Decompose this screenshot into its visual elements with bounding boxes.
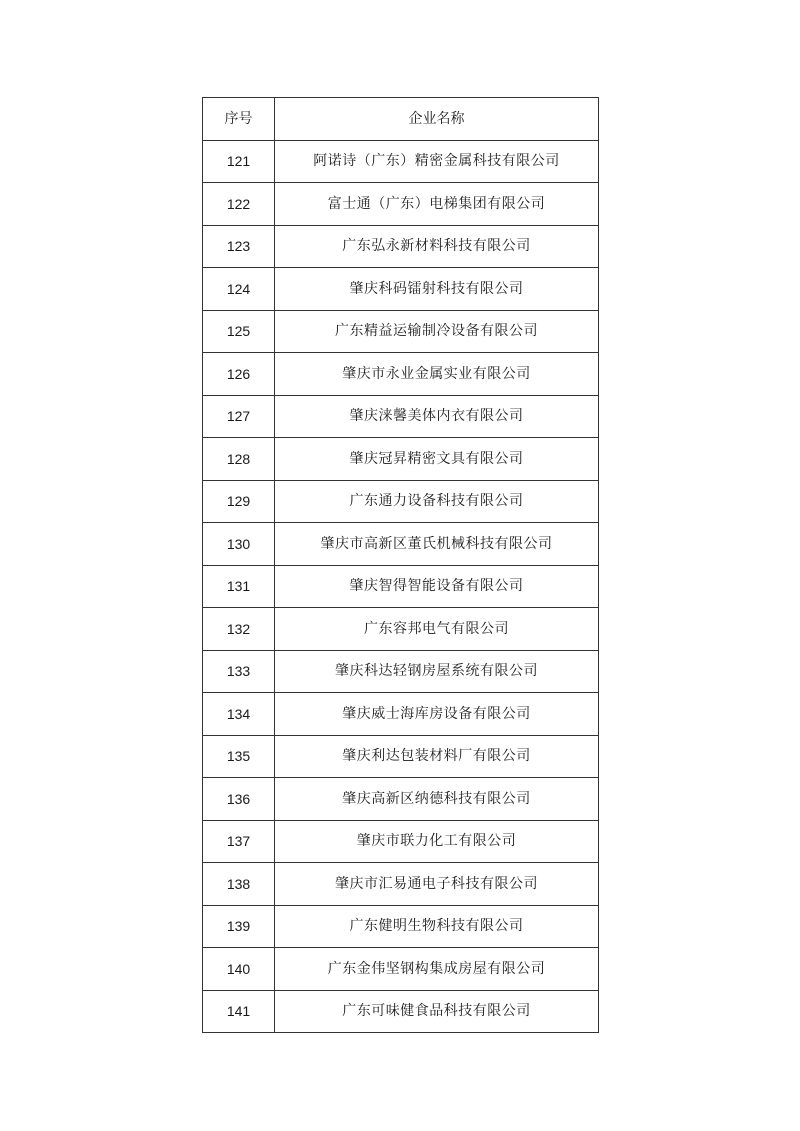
table-row <box>203 948 599 991</box>
row-company-name: 广东容邦电气有限公司 <box>275 608 599 651</box>
row-company-name: 肇庆市汇易通电子科技有限公司 <box>275 863 599 906</box>
row-seq: 129 <box>203 480 275 523</box>
row-company-name: 肇庆科码镭射科技有限公司 <box>275 268 599 311</box>
header-row <box>203 98 599 141</box>
header-company-name: 企业名称 <box>275 98 599 141</box>
row-seq: 140 <box>203 948 275 991</box>
row-company-name: 肇庆高新区纳德科技有限公司 <box>275 778 599 821</box>
row-company-name: 阿诺诗（广东）精密金属科技有限公司 <box>275 140 599 183</box>
table-row <box>203 438 599 481</box>
row-seq: 128 <box>203 438 275 481</box>
table-row <box>203 140 599 183</box>
row-company-name: 广东金伟坚钢构集成房屋有限公司 <box>275 948 599 991</box>
table-row <box>203 310 599 353</box>
row-seq: 125 <box>203 310 275 353</box>
row-company-name: 肇庆利达包装材料厂有限公司 <box>275 735 599 778</box>
row-seq: 141 <box>203 990 275 1033</box>
row-company-name: 肇庆科达轻钢房屋系统有限公司 <box>275 650 599 693</box>
table-row <box>203 565 599 608</box>
row-seq: 138 <box>203 863 275 906</box>
row-seq: 121 <box>203 140 275 183</box>
row-seq: 127 <box>203 395 275 438</box>
row-seq: 136 <box>203 778 275 821</box>
row-company-name: 广东精益运输制冷设备有限公司 <box>275 310 599 353</box>
table-row <box>203 225 599 268</box>
header-seq: 序号 <box>203 98 275 141</box>
row-seq: 139 <box>203 905 275 948</box>
row-seq: 137 <box>203 820 275 863</box>
table-header <box>203 98 599 141</box>
row-company-name: 肇庆涞馨美体内衣有限公司 <box>275 395 599 438</box>
table-row <box>203 268 599 311</box>
row-company-name: 广东可味健食品科技有限公司 <box>275 990 599 1033</box>
row-company-name: 肇庆市永业金属实业有限公司 <box>275 353 599 396</box>
table-row <box>203 863 599 906</box>
row-company-name: 肇庆市联力化工有限公司 <box>275 820 599 863</box>
table-row <box>203 778 599 821</box>
table-row <box>203 395 599 438</box>
row-company-name: 肇庆智得智能设备有限公司 <box>275 565 599 608</box>
table-row <box>203 693 599 736</box>
row-seq: 133 <box>203 650 275 693</box>
row-seq: 126 <box>203 353 275 396</box>
table-row <box>203 523 599 566</box>
table-row <box>203 608 599 651</box>
row-seq: 124 <box>203 268 275 311</box>
row-company-name: 肇庆威士海库房设备有限公司 <box>275 693 599 736</box>
row-seq: 131 <box>203 565 275 608</box>
table-row <box>203 905 599 948</box>
row-company-name: 广东通力设备科技有限公司 <box>275 480 599 523</box>
row-company-name: 富士通（广东）电梯集团有限公司 <box>275 183 599 226</box>
row-company-name: 肇庆市高新区董氏机械科技有限公司 <box>275 523 599 566</box>
row-seq: 123 <box>203 225 275 268</box>
table-row <box>203 820 599 863</box>
row-seq: 122 <box>203 183 275 226</box>
table-row <box>203 183 599 226</box>
company-table <box>202 97 599 1033</box>
row-company-name: 广东弘永新材料科技有限公司 <box>275 225 599 268</box>
row-company-name: 广东健明生物科技有限公司 <box>275 905 599 948</box>
table-body <box>203 140 599 1033</box>
table-row <box>203 353 599 396</box>
table-row <box>203 650 599 693</box>
row-company-name: 肇庆冠昇精密文具有限公司 <box>275 438 599 481</box>
table-row <box>203 735 599 778</box>
row-seq: 132 <box>203 608 275 651</box>
table-row <box>203 480 599 523</box>
row-seq: 130 <box>203 523 275 566</box>
row-seq: 135 <box>203 735 275 778</box>
table-row <box>203 990 599 1033</box>
row-seq: 134 <box>203 693 275 736</box>
